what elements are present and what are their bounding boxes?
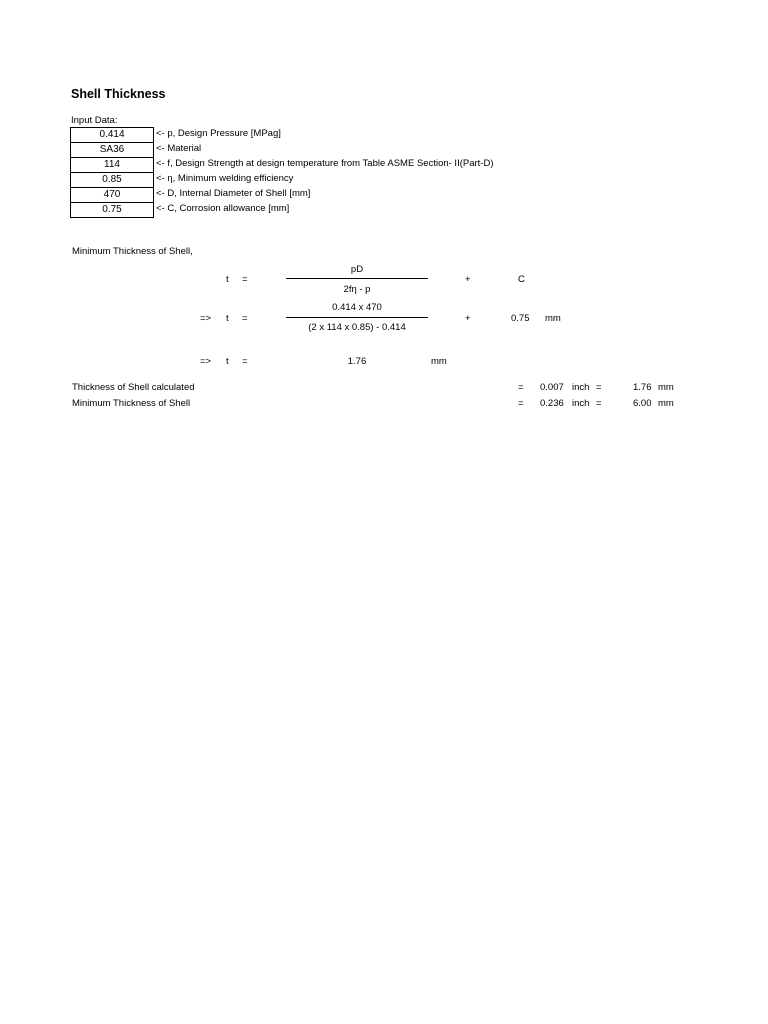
input-cell-efficiency[interactable]: 0.85 — [71, 173, 154, 188]
summary-inch-unit-calculated: inch — [572, 382, 590, 393]
summary-mm-unit-calculated: mm — [658, 382, 674, 393]
formula-t: t — [226, 274, 229, 285]
input-cell-design-strength[interactable]: 114 — [71, 158, 154, 173]
input-desc-material: <- Material — [156, 143, 202, 154]
substituted-t: t — [226, 313, 229, 324]
summary-label-calculated: Thickness of Shell calculated — [72, 382, 195, 393]
summary-eq-calculated: = — [518, 382, 524, 393]
substituted-unit: mm — [545, 313, 561, 324]
result-unit: mm — [431, 356, 447, 367]
substituted-fraction-line — [286, 317, 428, 318]
input-cell-material[interactable]: SA36 — [71, 143, 154, 158]
summary-mm-value-calculated: 1.76 — [633, 382, 652, 393]
input-cell-pressure[interactable]: 0.414 — [71, 128, 154, 143]
substituted-c-value: 0.75 — [511, 313, 530, 324]
substituted-numerator: 0.414 x 470 — [332, 302, 382, 313]
summary-inch-value-calculated: 0.007 — [540, 382, 564, 393]
input-table — [70, 127, 154, 218]
formula-plus: + — [465, 274, 471, 285]
formula-fraction-line — [286, 278, 428, 279]
result-t: t — [226, 356, 229, 367]
formula-c-symbol: C — [518, 274, 525, 285]
input-cell-corrosion[interactable]: 0.75 — [71, 203, 154, 218]
summary-label-minimum: Minimum Thickness of Shell — [72, 398, 191, 409]
summary-eq-minimum: = — [518, 398, 524, 409]
input-desc-efficiency: <- η, Minimum welding efficiency — [156, 173, 294, 184]
min-thickness-heading: Minimum Thickness of Shell, — [72, 246, 193, 257]
formula-eq: = — [242, 274, 248, 285]
result-arrow: => — [200, 356, 212, 367]
summary-mm-value-minimum: 6.00 — [633, 398, 652, 409]
input-desc-pressure: <- p, Design Pressure [MPag] — [156, 128, 281, 139]
input-cell-diameter[interactable]: 470 — [71, 188, 154, 203]
result-eq: = — [242, 356, 248, 367]
summary-inch-value-minimum: 0.236 — [540, 398, 564, 409]
input-desc-corrosion: <- C, Corrosion allowance [mm] — [156, 203, 290, 214]
substituted-arrow: => — [200, 313, 212, 324]
summary-mm-unit-minimum: mm — [658, 398, 674, 409]
summary-inch-unit-minimum: inch — [572, 398, 590, 409]
input-data-label: Input Data: — [71, 115, 118, 126]
substituted-eq: = — [242, 313, 248, 324]
input-desc-diameter: <- D, Internal Diameter of Shell [mm] — [156, 188, 311, 199]
page-title: Shell Thickness — [71, 87, 166, 101]
result-value: 1.76 — [347, 356, 367, 367]
substituted-plus: + — [465, 313, 471, 324]
formula-denominator: 2fη - p — [343, 284, 371, 295]
input-desc-design-strength: <- f, Design Strength at design temperature from Table ASME Section- II(Part-D) — [156, 158, 494, 169]
substituted-denominator: (2 x 114 x 0.85) - 0.414 — [308, 322, 406, 333]
summary-eq2-calculated: = — [596, 382, 602, 393]
summary-eq2-minimum: = — [596, 398, 602, 409]
formula-numerator: pD — [350, 264, 364, 275]
